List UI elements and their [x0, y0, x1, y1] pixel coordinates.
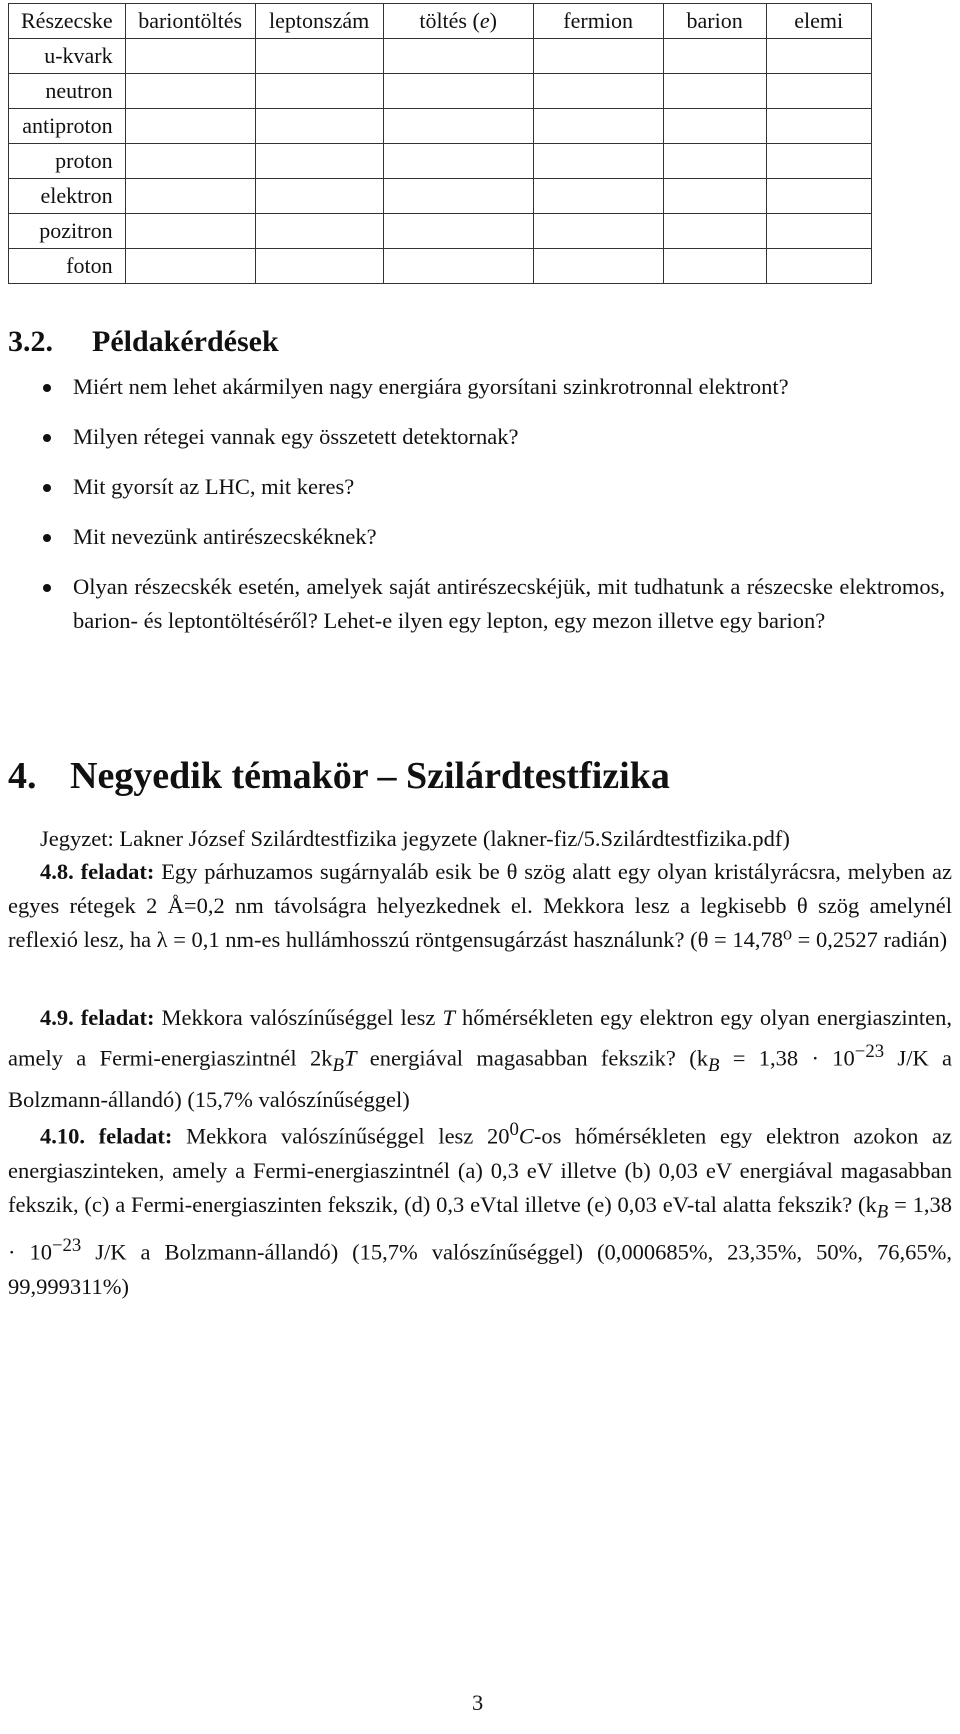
list-item: Mit nevezünk antirészecskéknek?: [40, 520, 945, 554]
table-row: [9, 179, 872, 214]
page-number: 3: [472, 1690, 484, 1715]
task-4-10: [8, 1113, 952, 1304]
math-symbol: T: [442, 1005, 455, 1030]
task-label: 4.10. feladat:: [40, 1123, 173, 1149]
particle-name: u-kvark: [9, 39, 126, 74]
table-header: elemi: [766, 4, 871, 39]
list-item: Milyen rétegei vannak egy összetett detektornak?: [40, 420, 945, 454]
table-row: [9, 249, 872, 284]
task-4-9: [8, 1001, 952, 1117]
task-label: 4.8. feladat:: [40, 859, 155, 884]
particle-name: proton: [9, 144, 126, 179]
section-number: 4.: [8, 755, 37, 797]
math-exponent: −23: [51, 1235, 82, 1256]
math-exponent: −23: [854, 1041, 885, 1062]
question-list: [40, 370, 945, 654]
particle-name: elektron: [9, 179, 126, 214]
particle-table: [8, 3, 872, 284]
table-header: leptonszám: [255, 4, 383, 39]
math-subscript: B: [876, 1201, 889, 1222]
task-text: energiával magasabban fekszik? (k: [356, 1045, 708, 1071]
section-heading-4: [8, 754, 670, 798]
math-subscript: B: [332, 1055, 344, 1076]
math-symbol: T: [343, 1045, 357, 1071]
task-text: J/K a Bolzmann-állandó) (15,7% valószínűséggel): [8, 1045, 953, 1112]
task-text: Mekkora valószínűséggel lesz 20: [186, 1123, 510, 1149]
particle-name: antiproton: [9, 109, 126, 144]
particle-name: pozitron: [9, 214, 126, 249]
table-row: [9, 39, 872, 74]
task-text: hőmérsékleten egy elektron egy olyan energiaszinten, amely a Fermi-energiaszintnél 2k: [8, 1005, 953, 1071]
table-header: bariontöltés: [125, 4, 255, 39]
table-row: [9, 109, 872, 144]
task-text: Mekkora valószínűséggel lesz: [161, 1005, 443, 1030]
table-row: [9, 74, 872, 109]
table-header: töltés (e): [383, 4, 533, 39]
task-text: = 1,38 · 10: [719, 1045, 855, 1071]
task-text: Egy párhuzamos sugárnyaláb esik be θ szög alatt egy olyan kristályrácsra, melyben az egyes rétegek 2 Å=0,2 nm távolságra helyezkednek el. Mekkora lesz a legkisebb θ szög amelynél reflexió lesz, ha λ = 0,1 nm-es hullámhosszú röntgensugárzást használunk? (θ = 14,78⁰ = 0,2527 radián): [8, 859, 952, 952]
section-heading-3-2: [8, 325, 279, 359]
math-exponent: 0: [509, 1119, 519, 1140]
math-subscript: B: [707, 1055, 720, 1076]
task-4-8: [8, 855, 952, 957]
task-text: = 1,38 · 10: [8, 1191, 952, 1265]
table-row: [9, 214, 872, 249]
table-header-row: [9, 4, 872, 39]
table-header: barion: [663, 4, 766, 39]
task-text: J/K a Bolzmann-állandó) (15,7% valószínűséggel) (0,000685%, 23,35%, 50%, 76,65%, 99,999311%): [8, 1239, 952, 1299]
table-header: Részecske: [9, 4, 126, 39]
task-label: 4.9. feladat:: [40, 1005, 155, 1030]
list-item: Olyan részecskék esetén, amelyek saját antirészecskéjük, mit tudhatunk a részecske elektromos, barion- és leptontöltéséről? Lehet-e ilyen egy lepton, egy mezon illetve egy barion?: [40, 570, 945, 638]
section-title: Negyedik témakör – Szilárdtestfizika: [70, 755, 670, 797]
lecture-note-reference: Jegyzet: Lakner József Szilárdtestfizika jegyzete (lakner-fiz/5.Szilárdtestfizika.pdf): [40, 826, 790, 851]
particle-name: foton: [9, 249, 126, 284]
section-title: Példakérdések: [92, 325, 279, 358]
particle-name: neutron: [9, 74, 126, 109]
task-text: -os hőmérsékleten egy elektron azokon az energiaszinteken, amely a Fermi-energiaszintnél (a) 0,3 eV illetve (b) 0,03 eV energiával magasabban fekszik, (c) a Fermi-energiaszinten fekszik, (d) 0,3 eVtal illetve (e) 0,03 eV-tal alatta fekszik? (k: [8, 1123, 953, 1217]
section-number: 3.2.: [8, 325, 53, 358]
table-header: fermion: [533, 4, 663, 39]
math-symbol: C: [518, 1123, 534, 1149]
list-item: Miért nem lehet akármilyen nagy energiára gyorsítani szinkrotronnal elektront?: [40, 370, 945, 404]
list-item: Mit gyorsít az LHC, mit keres?: [40, 470, 945, 504]
table-row: [9, 144, 872, 179]
